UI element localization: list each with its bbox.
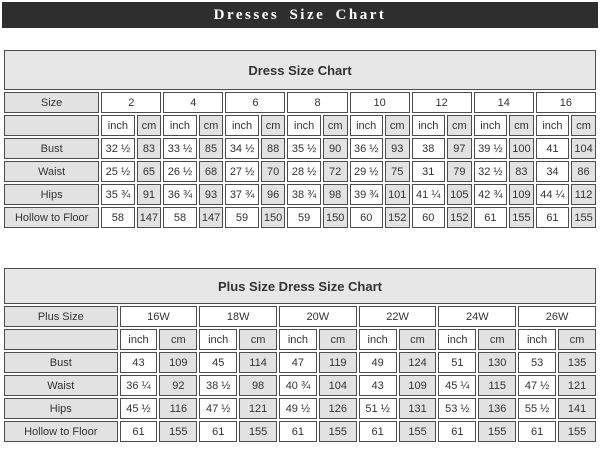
measurement-cm-cell: 147 <box>199 207 224 228</box>
row-label: Waist <box>4 161 99 182</box>
measurement-inch-cell: 38 ½ <box>199 375 237 396</box>
unit-inch-label: inch <box>359 329 397 350</box>
measurement-inch-cell: 45 ½ <box>120 398 158 419</box>
unit-header-row <box>4 329 596 350</box>
unit-inch-label: inch <box>350 115 383 136</box>
measurement-inch-cell: 27 ½ <box>225 161 258 182</box>
dress-size-chart-table <box>2 48 598 230</box>
measurement-inch-cell: 58 <box>101 207 134 228</box>
row-label: Bust <box>4 352 118 373</box>
measurement-cm-cell: 141 <box>558 398 596 419</box>
unit-cm-label: cm <box>478 329 516 350</box>
measurement-inch-cell: 53 ½ <box>438 398 476 419</box>
measurement-cm-cell: 115 <box>478 375 516 396</box>
measurement-inch-cell: 37 ¾ <box>225 184 258 205</box>
measurement-cm-cell: 100 <box>509 138 534 159</box>
unit-header-row <box>4 115 596 136</box>
measurement-inch-cell: 61 <box>359 421 397 442</box>
unit-cm-label: cm <box>558 329 596 350</box>
measurement-cm-cell: 124 <box>399 352 437 373</box>
measurement-inch-cell: 61 <box>279 421 317 442</box>
measurement-inch-cell: 49 ½ <box>279 398 317 419</box>
measurement-cm-cell: 98 <box>323 184 348 205</box>
measurement-cm-cell: 105 <box>447 184 472 205</box>
measurement-cm-cell: 70 <box>261 161 286 182</box>
measurement-cm-cell: 98 <box>239 375 277 396</box>
unit-inch-label: inch <box>536 115 569 136</box>
measurement-cm-cell: 130 <box>478 352 516 373</box>
measurement-cm-cell: 135 <box>558 352 596 373</box>
measurement-cm-cell: 152 <box>385 207 410 228</box>
unit-corner-cell <box>4 329 118 350</box>
size-header-cell: 6 <box>225 92 285 113</box>
row-label: Hips <box>4 184 99 205</box>
table-title: Dress Size Chart <box>4 50 596 90</box>
size-header-cell: 16 <box>536 92 596 113</box>
size-header-row <box>4 92 596 113</box>
size-header-cell: 18W <box>199 306 277 327</box>
measurement-inch-cell: 61 <box>199 421 237 442</box>
measurement-cm-cell: 147 <box>137 207 162 228</box>
measurement-cm-cell: 155 <box>319 421 357 442</box>
measurement-cm-cell: 68 <box>199 161 224 182</box>
measurement-inch-cell: 42 ¾ <box>474 184 507 205</box>
measurement-cm-cell: 136 <box>478 398 516 419</box>
measurement-cm-cell: 93 <box>385 138 410 159</box>
measurement-inch-cell: 28 ½ <box>287 161 320 182</box>
measurement-cm-cell: 155 <box>399 421 437 442</box>
measurement-inch-cell: 43 <box>359 375 397 396</box>
row-label: Hollow to Floor <box>4 207 99 228</box>
measurement-inch-cell: 60 <box>412 207 445 228</box>
measurement-cm-cell: 83 <box>137 138 162 159</box>
measurement-inch-cell: 38 ¾ <box>287 184 320 205</box>
measurement-row <box>4 352 596 373</box>
measurement-inch-cell: 59 <box>287 207 320 228</box>
measurement-inch-cell: 53 <box>518 352 556 373</box>
plus-size-dress-size-chart-table <box>2 266 598 444</box>
measurement-cm-cell: 109 <box>509 184 534 205</box>
measurement-row <box>4 184 596 205</box>
measurement-inch-cell: 61 <box>120 421 158 442</box>
unit-cm-label: cm <box>137 115 162 136</box>
size-header-cell: 26W <box>518 306 596 327</box>
size-header-cell: 8 <box>287 92 347 113</box>
measurement-cm-cell: 85 <box>199 138 224 159</box>
measurement-cm-cell: 109 <box>399 375 437 396</box>
measurement-cm-cell: 119 <box>319 352 357 373</box>
measurement-cm-cell: 126 <box>319 398 357 419</box>
measurement-inch-cell: 55 ½ <box>518 398 556 419</box>
measurement-inch-cell: 32 ½ <box>101 138 134 159</box>
measurement-cm-cell: 93 <box>199 184 224 205</box>
table-title-row <box>4 268 596 304</box>
measurement-inch-cell: 45 ¼ <box>438 375 476 396</box>
measurement-inch-cell: 31 <box>412 161 445 182</box>
page-header-bar <box>2 2 598 28</box>
unit-inch-label: inch <box>412 115 445 136</box>
measurement-cm-cell: 150 <box>323 207 348 228</box>
measurement-inch-cell: 35 ¾ <box>101 184 134 205</box>
unit-cm-label: cm <box>447 115 472 136</box>
unit-cm-label: cm <box>571 115 596 136</box>
unit-cm-label: cm <box>159 329 197 350</box>
unit-cm-label: cm <box>385 115 410 136</box>
measurement-cm-cell: 155 <box>571 207 596 228</box>
measurement-cm-cell: 121 <box>558 375 596 396</box>
measurement-inch-cell: 61 <box>518 421 556 442</box>
size-header-label: Plus Size <box>4 306 118 327</box>
measurement-cm-cell: 155 <box>239 421 277 442</box>
measurement-inch-cell: 33 ½ <box>163 138 196 159</box>
unit-corner-cell <box>4 115 99 136</box>
table-title: Plus Size Dress Size Chart <box>4 268 596 304</box>
measurement-cm-cell: 92 <box>159 375 197 396</box>
size-header-cell: 16W <box>120 306 198 327</box>
measurement-cm-cell: 116 <box>159 398 197 419</box>
measurement-inch-cell: 45 <box>199 352 237 373</box>
measurement-row <box>4 161 596 182</box>
measurement-cm-cell: 90 <box>323 138 348 159</box>
measurement-inch-cell: 60 <box>350 207 383 228</box>
unit-cm-label: cm <box>319 329 357 350</box>
unit-inch-label: inch <box>199 329 237 350</box>
measurement-cm-cell: 155 <box>558 421 596 442</box>
row-label: Bust <box>4 138 99 159</box>
measurement-inch-cell: 34 <box>536 161 569 182</box>
measurement-cm-cell: 155 <box>478 421 516 442</box>
measurement-inch-cell: 40 ¾ <box>279 375 317 396</box>
measurement-inch-cell: 38 <box>412 138 445 159</box>
measurement-inch-cell: 35 ½ <box>287 138 320 159</box>
size-header-row <box>4 306 596 327</box>
size-header-cell: 2 <box>101 92 161 113</box>
measurement-cm-cell: 150 <box>261 207 286 228</box>
size-header-cell: 12 <box>412 92 472 113</box>
unit-cm-label: cm <box>199 115 224 136</box>
measurement-row <box>4 375 596 396</box>
measurement-cm-cell: 131 <box>399 398 437 419</box>
measurement-cm-cell: 121 <box>239 398 277 419</box>
table-title-row <box>4 50 596 90</box>
unit-inch-label: inch <box>287 115 320 136</box>
measurement-inch-cell: 47 <box>279 352 317 373</box>
measurement-cm-cell: 152 <box>447 207 472 228</box>
measurement-inch-cell: 36 ¾ <box>163 184 196 205</box>
measurement-cm-cell: 83 <box>509 161 534 182</box>
measurement-cm-cell: 155 <box>159 421 197 442</box>
unit-cm-label: cm <box>239 329 277 350</box>
unit-cm-label: cm <box>509 115 534 136</box>
unit-inch-label: inch <box>279 329 317 350</box>
measurement-inch-cell: 25 ½ <box>101 161 134 182</box>
measurement-inch-cell: 32 ½ <box>474 161 507 182</box>
measurement-inch-cell: 47 ½ <box>518 375 556 396</box>
measurement-inch-cell: 49 <box>359 352 397 373</box>
measurement-cm-cell: 104 <box>571 138 596 159</box>
size-header-cell: 4 <box>163 92 223 113</box>
measurement-cm-cell: 91 <box>137 184 162 205</box>
unit-inch-label: inch <box>518 329 556 350</box>
measurement-cm-cell: 96 <box>261 184 286 205</box>
measurement-inch-cell: 61 <box>474 207 507 228</box>
measurement-cm-cell: 65 <box>137 161 162 182</box>
row-label: Hips <box>4 398 118 419</box>
measurement-row <box>4 398 596 419</box>
measurement-cm-cell: 114 <box>239 352 277 373</box>
measurement-inch-cell: 39 ½ <box>474 138 507 159</box>
measurement-cm-cell: 155 <box>509 207 534 228</box>
size-header-cell: 22W <box>359 306 437 327</box>
size-header-cell: 24W <box>438 306 516 327</box>
measurement-cm-cell: 79 <box>447 161 472 182</box>
measurement-inch-cell: 36 ½ <box>350 138 383 159</box>
measurement-cm-cell: 88 <box>261 138 286 159</box>
unit-cm-label: cm <box>323 115 348 136</box>
measurement-inch-cell: 39 ¾ <box>350 184 383 205</box>
measurement-row <box>4 138 596 159</box>
measurement-cm-cell: 109 <box>159 352 197 373</box>
measurement-inch-cell: 41 ¼ <box>412 184 445 205</box>
unit-inch-label: inch <box>438 329 476 350</box>
measurement-inch-cell: 26 ½ <box>163 161 196 182</box>
row-label: Waist <box>4 375 118 396</box>
measurement-inch-cell: 58 <box>163 207 196 228</box>
unit-inch-label: inch <box>163 115 196 136</box>
measurement-inch-cell: 34 ½ <box>225 138 258 159</box>
measurement-inch-cell: 41 <box>536 138 569 159</box>
measurement-cm-cell: 101 <box>385 184 410 205</box>
measurement-cm-cell: 112 <box>571 184 596 205</box>
measurement-inch-cell: 59 <box>225 207 258 228</box>
measurement-row <box>4 207 596 228</box>
measurement-inch-cell: 36 ¼ <box>120 375 158 396</box>
measurement-inch-cell: 51 <box>438 352 476 373</box>
measurement-inch-cell: 29 ½ <box>350 161 383 182</box>
measurement-inch-cell: 47 ½ <box>199 398 237 419</box>
size-header-cell: 10 <box>350 92 410 113</box>
unit-cm-label: cm <box>261 115 286 136</box>
row-label: Hollow to Floor <box>4 421 118 442</box>
unit-inch-label: inch <box>474 115 507 136</box>
measurement-cm-cell: 72 <box>323 161 348 182</box>
unit-inch-label: inch <box>101 115 134 136</box>
measurement-cm-cell: 86 <box>571 161 596 182</box>
unit-cm-label: cm <box>399 329 437 350</box>
measurement-cm-cell: 97 <box>447 138 472 159</box>
unit-inch-label: inch <box>225 115 258 136</box>
measurement-cm-cell: 104 <box>319 375 357 396</box>
measurement-cm-cell: 75 <box>385 161 410 182</box>
measurement-inch-cell: 51 ½ <box>359 398 397 419</box>
unit-inch-label: inch <box>120 329 158 350</box>
size-header-cell: 20W <box>279 306 357 327</box>
measurement-inch-cell: 44 ¼ <box>536 184 569 205</box>
measurement-inch-cell: 61 <box>536 207 569 228</box>
page-title: Dresses Size Chart <box>213 7 387 23</box>
measurement-inch-cell: 61 <box>438 421 476 442</box>
size-header-label: Size <box>4 92 99 113</box>
measurement-inch-cell: 43 <box>120 352 158 373</box>
size-header-cell: 14 <box>474 92 534 113</box>
measurement-row <box>4 421 596 442</box>
